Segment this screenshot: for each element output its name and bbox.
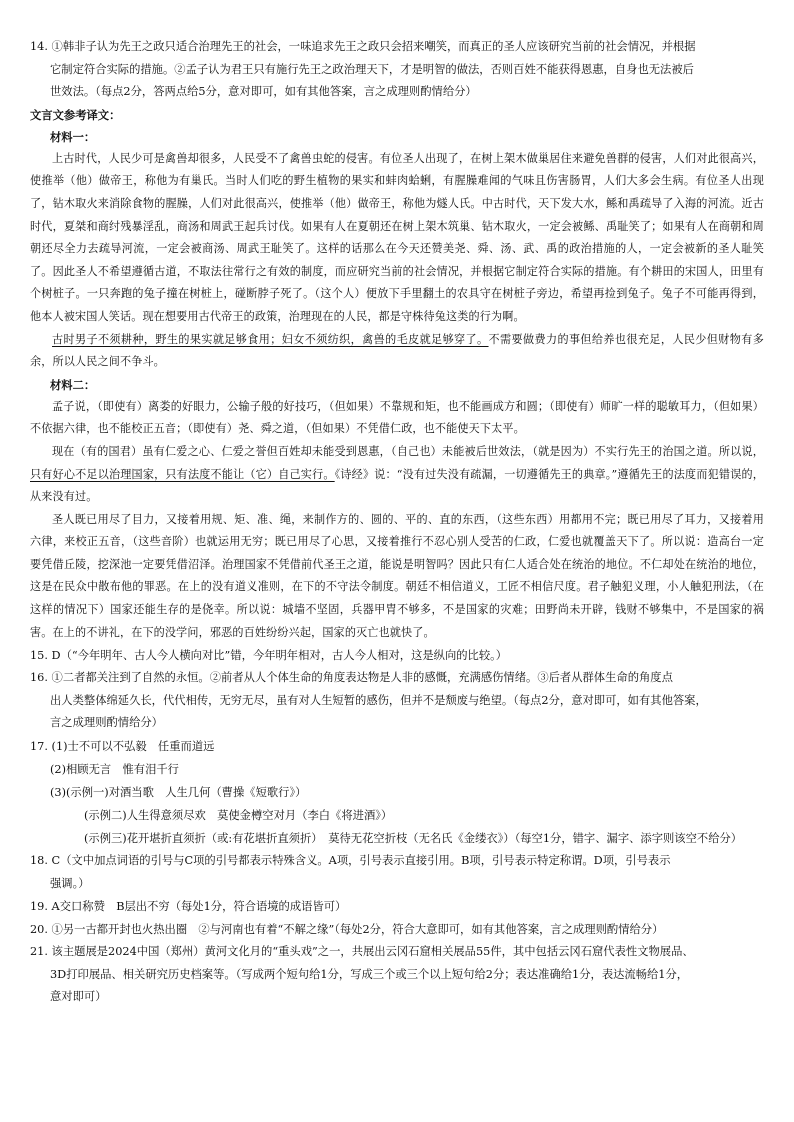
material-two-paragraph-1: 孟子说，（即使有）离娄的好眼力，公输子般的好技巧，（但如果）不靠规和矩，也不能画成方和圆；（即使有）师旷一样的聪敏耳力，（但如果）不依据六律，也不能校正五音；（即使有）尧、舜之道，（但如果）不凭借仁政，也不能使天下太平。 — [30, 399, 764, 436]
answer-16-line-1: 16. ①二者都关注到了自然的永恒。②前者从人个体生命的角度表达物是人非的感慨，充满感伤情绪。③后者从群体生命的角度点 — [30, 671, 673, 685]
answer-17-example-3: (示例三)花开堪折直须折（或:有花堪折直须折） 莫待无花空折枝（无名氏《金缕衣》）（每空1分，错字、漏字、添字则该空不给分） — [84, 832, 743, 846]
answer-18-line-2: 强调。） — [50, 876, 90, 890]
answer-17-example-2: (示例二)人生得意须尽欢 莫使金樽空对月（李白《将进酒》） — [84, 809, 393, 823]
answer-14-line-1: 14. ①韩非子认为先王之政只适合治理先王的社会，一味追求先王之政只会招来嘲笑，而真正的圣人应该研究当前的社会情况，并根据 — [30, 40, 696, 53]
material-two-paragraph-2 — [30, 441, 764, 509]
answer-17-part-2: (2)相顾无言 惟有泪千行 — [50, 763, 179, 777]
material-one-paragraph-1: 上古时代，人民少可是禽兽却很多，人民受不了禽兽虫蛇的侵害。有位圣人出现了，在树上架木做巢居住来避免兽群的侵害，人们对此很高兴，使推举（他）做帝王，称他为有巢氏。当时人们吃的野生植物的果实和蚌肉蛤蜊，有腥臊难闻的气味且伤害肠胃，人们大多会生病。有位圣人出现了，钻木取火来消除食物的腥臊，人们对此很高兴，使推举（他）做帝王，称他为燧人氏。中古时代，天下发大水，鲧和禹疏导了入海的河流。近古时代，夏桀和商纣残暴淫乱，商汤和周武王起兵讨伐。如果有人在夏朝还在树上架木筑巢、钻木取火，一定会被鲧、禹耻笑了；如果有人在商朝和周朝还尽全力去疏导河流，一定会被商汤、周武王耻笑了。这样的话那么在今天还赞美尧、舜、汤、武、禹的政治措施的人，一定会被新的圣人耻笑了。因此圣人不希望遵循古道，不取法往常行之有效的制度，而应研究当前的社会情况，并根据它制定符合实际的措施。有个耕田的宋国人，田里有个树桩子。一只奔跑的兔子撞在树桩上，碰断脖子死了。（这个人）便放下手里翻土的农具守在树桩子旁边，希望再捡到兔子。兔子不可能再得到，他本人被宋国人笑话。现在想要用古代帝王的政策，治理现在的人民，都是守株待兔这类的行为啊。 — [30, 151, 764, 323]
answer-17-part-1: 17. (1)士不可以不弘毅 任重而道远 — [30, 740, 215, 754]
answer-18-line-1: 18. C（文中加点词语的引号与C项的引号都表示特殊含义。A项，引号表示直接引用。B项，引号表示特定称谓。D项，引号表示 — [30, 854, 671, 868]
answer-16-line-3: 言之成理则酌情给分） — [50, 716, 163, 730]
answer-17 — [30, 735, 764, 850]
material-two-paragraph-2-end: 《诗经》说：“没有过失没有疏漏，一切遵循先王的典章。”遵循先王的法度而犯错误的，从来没有过。 — [30, 467, 764, 504]
answer-14-line-3: 世效法。（每点2分，答两点给5分，意对即可，如有其他答案，言之成理则酌情给分） — [50, 85, 477, 99]
answer-14 — [30, 36, 764, 104]
answer-21-line-2: 3D打印展品、相关研究历史档案等。（写成两个短句给1分，写成三个或三个以上短句给2分；表达准确给1分，表达流畅给1分， — [50, 967, 689, 981]
material-one-label: 材料一： — [50, 129, 96, 144]
answer-21-line-3: 意对即可） — [50, 990, 107, 1004]
answer-15: 15. D（“今年明年、古人今人横向对比”错，今年明年相对，古人今人相对，这是纵向的比较。） — [30, 649, 508, 663]
material-one-paragraph-2-rest: 不需要做费力的事但给养也很充足，人民少但财物有多余，所以人民之间不争斗。 — [30, 332, 764, 369]
answer-16 — [30, 667, 764, 735]
material-two-label: 材料二： — [50, 377, 96, 392]
material-two-underlined-sentence: 只有好心不足以治理国家，只有法度不能让（它）自己实行。 — [30, 467, 335, 481]
answer-16-line-2: 出人类整体绵延久长，代代相传，无穷无尽，虽有对人生短暂的感伤，但并不是颓废与绝望。（每点2分，意对即可，如有其他答案， — [50, 693, 707, 707]
material-one-underlined-sentence: 古时男子不须耕种，野生的果实就足够食用；妇女不须纺织，禽兽的毛皮就足够穿了。 — [52, 332, 489, 346]
answer-17-part-3: (3)(示例一)对酒当歌 人生几何（曹操《短歌行》） — [50, 786, 307, 800]
answer-20: 20. ①另一古都开封也火热出圈 ②与河南也有着“不解之缘”（每处2分，符合大意即可，如有其他答案，言之成理则酌情给分） — [30, 923, 664, 937]
answer-21-line-1: 21. 该主题展是2024中国（郑州）黄河文化月的“重头戏”之一，共展出云冈石窟相关展品55件，其中包括云冈石窟代表性文物展品、 — [30, 945, 694, 959]
answer-21 — [30, 941, 764, 1009]
translation-heading: 文言文参考译文： — [30, 107, 121, 122]
answer-14-line-2: 它制定符合实际的措施。②孟子认为君王只有施行先王之政治理天下，才是明智的做法，否则百姓不能获得恩惠，自身也无法被后 — [50, 62, 694, 76]
material-one-paragraph-2 — [30, 329, 764, 374]
answer-18 — [30, 850, 764, 895]
material-two-paragraph-2-start: 现在（有的国君）虽有仁爱之心、仁爱之誉但百姓却未能受到恩惠，（自己也）未能被后世效法，（就是因为）不实行先王的治国之道。所以说， — [52, 444, 764, 458]
answer-19: 19. A交口称赞 B层出不穷（每处1分，符合语境的成语皆可） — [30, 900, 347, 914]
material-two-paragraph-3: 圣人既已用尽了目力，又接着用规、矩、准、绳，来制作方的、圆的、平的、直的东西，（这些东西）用都用不完；既已用尽了耳力，又接着用六律，来校正五音，（这些音阶）也就运用无穷；既已用尽了心思，又接着推行不忍心别人受苦的仁政，仁爱也就覆盖天下了。所以说：造高台一定要凭借丘陵，挖深池一定要凭借沼泽。治理国家不凭借前代圣王之道，能说是明智吗？因此只有仁人适合处在统治的地位。不仁却处在统治的地位，这是在民众中散布他的罪恶。在上的没有道义准则，在下的不守法令制度。朝廷不相信道义，工匠不相信尺度。君子触犯义理，小人触犯刑法，（在这样的情况下）国家还能生存的是侥幸。所以说：城墙不坚固，兵器甲胄不够多，不是国家的灾难；田野尚未开辟，钱财不够集中，不是国家的祸害。在上的不讲礼，在下的没学问，邪恶的百姓纷纷兴起，国家的灭亡也就快了。 — [30, 512, 764, 639]
